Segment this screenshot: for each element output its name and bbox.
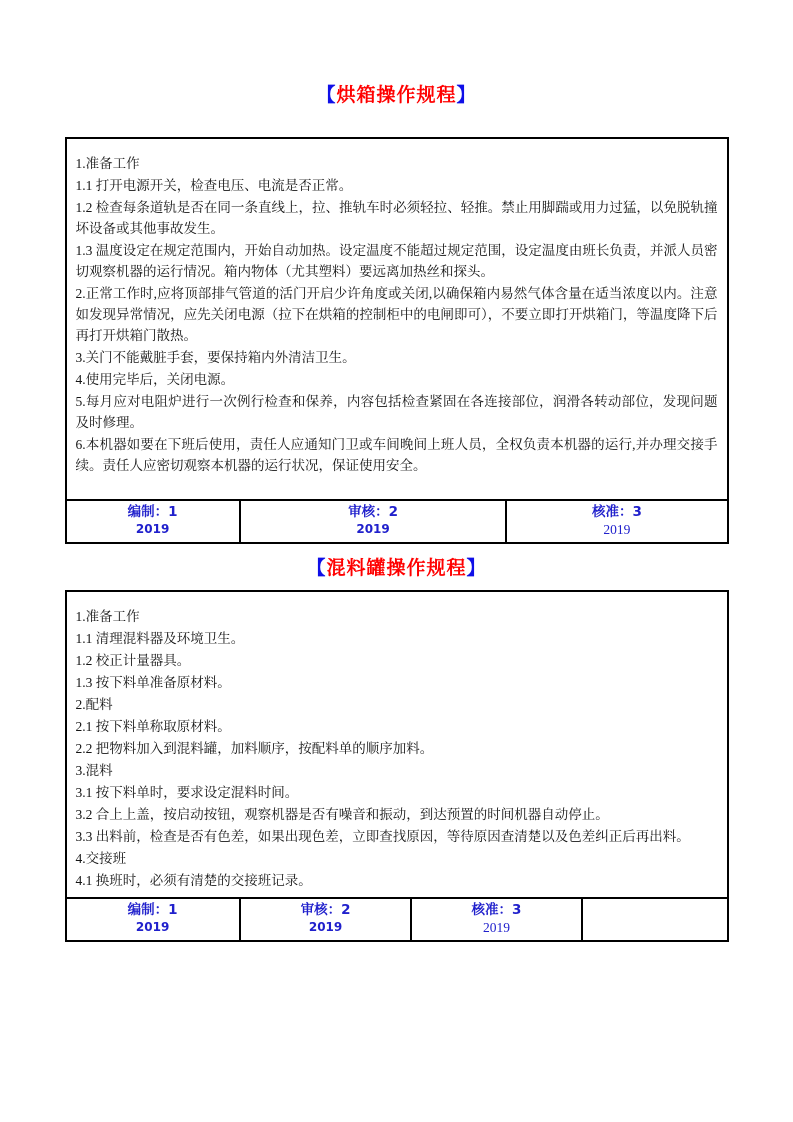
procedure-step: 2.2 把物料加入到混料罐，加料顺序，按配料单的顺序加料。 bbox=[75, 741, 434, 756]
oven-procedure-title bbox=[0, 83, 793, 107]
approval-cell-empty bbox=[581, 899, 727, 940]
reviewed-by-year: 2019 bbox=[356, 522, 390, 536]
procedure-step: 1.3 温度设定在规定范围内，开始自动加热。设定温度不能超过规定范围，设定温度由班长负责，并派人员密切观察机器的运行情况。箱内物体（尤其塑料）要远离加热丝和探头。 bbox=[75, 243, 718, 279]
approved-by-year: 2019 bbox=[603, 522, 631, 537]
procedure-step: 6.本机器如要在下班后使用，责任人应通知门卫或车间晚间上班人员，全权负责本机器的运行,并办理交接手续。责任人应密切观察本机器的运行状况，保证使用安全。 bbox=[75, 437, 718, 473]
reviewed-by-label: 审核：2 bbox=[348, 504, 399, 520]
procedure-step: 1.准备工作 bbox=[75, 156, 140, 171]
approval-cell-approved-by bbox=[410, 899, 580, 940]
approved-by-year: 2019 bbox=[482, 920, 510, 935]
procedure-step: 1.3 按下料单准备原材料。 bbox=[75, 675, 231, 690]
procedure-step: 5.每月应对电阻炉进行一次例行检查和保养，内容包括检查紧固在各连接部位，润滑各转动部位，发现问题及时修理。 bbox=[75, 394, 718, 430]
prepared-by-label: 编制：1 bbox=[127, 504, 178, 520]
oven-approval-table bbox=[67, 499, 727, 542]
approval-cell-prepared-by bbox=[67, 899, 239, 940]
approval-cell-approved-by bbox=[505, 501, 726, 542]
oven-title-text: 烘箱操作规程 bbox=[336, 84, 457, 106]
approval-cell-prepared-by bbox=[67, 501, 239, 542]
mixer-title-text: 混料罐操作规程 bbox=[326, 557, 467, 579]
mixer-approval-table bbox=[67, 897, 727, 940]
prepared-by-year: 2019 bbox=[135, 522, 170, 536]
prepared-by-label: 编制：1 bbox=[127, 902, 178, 918]
title-open-bracket: 【 bbox=[316, 84, 337, 106]
procedure-step: 3.1 按下料单时，要求设定混料时间。 bbox=[75, 785, 299, 800]
procedure-step: 3.关门不能戴脏手套，要保持箱内外清洁卫生。 bbox=[75, 350, 356, 365]
title-open-bracket: 【 bbox=[306, 557, 327, 579]
mixer-procedure-box bbox=[65, 590, 729, 942]
procedure-step: 3.混料 bbox=[75, 763, 113, 778]
oven-procedure-box bbox=[65, 137, 729, 544]
procedure-step: 3.2 合上上盖，按启动按钮，观察机器是否有噪音和振动，到达预置的时间机器自动停止。 bbox=[75, 807, 609, 822]
approved-by-label: 核准：3 bbox=[471, 902, 522, 918]
title-close-bracket: 】 bbox=[466, 557, 487, 579]
mixer-procedure-content bbox=[67, 592, 727, 897]
procedure-step: 4.交接班 bbox=[75, 851, 127, 866]
procedure-step: 2.配料 bbox=[75, 697, 113, 712]
prepared-by-year: 2019 bbox=[135, 920, 170, 934]
procedure-step: 2.1 按下料单称取原材料。 bbox=[75, 719, 231, 734]
procedure-step: 4.1 换班时，必须有清楚的交接班记录。 bbox=[75, 873, 312, 888]
mixer-procedure-title bbox=[0, 556, 793, 580]
reviewed-by-year: 2019 bbox=[308, 920, 343, 934]
approval-cell-reviewed-by bbox=[239, 501, 506, 542]
procedure-step: 2.正常工作时,应将顶部排气管道的活门开启少许角度或关闭,以确保箱内易然气体含量在适当浓度以内。注意如发现异常情况，应先关闭电源（拉下在烘箱的控制柜中的电闸即可），不要立即打开烘箱门，等温度降下后再打开烘箱门散热。 bbox=[75, 286, 718, 343]
procedure-step: 1.2 检查每条道轨是否在同一条直线上，拉、推轨车时必须轻拉、轻推。禁止用脚踹或用力过猛，以免脱轨撞坏设备或其他事故发生。 bbox=[75, 200, 718, 236]
reviewed-by-label: 审核：2 bbox=[300, 902, 351, 918]
procedure-step: 3.3 出料前，检查是否有色差，如果出现色差，立即查找原因，等待原因查清楚以及色差纠正后再出料。 bbox=[75, 829, 690, 844]
procedure-step: 1.2 校正计量器具。 bbox=[75, 653, 191, 668]
procedure-step: 4.使用完毕后，关闭电源。 bbox=[75, 372, 235, 387]
approved-by-label: 核准：3 bbox=[591, 504, 642, 520]
approval-cell-reviewed-by bbox=[239, 899, 411, 940]
procedure-step: 1.准备工作 bbox=[75, 609, 140, 624]
title-close-bracket: 】 bbox=[456, 84, 477, 106]
procedure-step: 1.1 清理混料器及环境卫生。 bbox=[75, 631, 245, 646]
oven-procedure-content bbox=[67, 139, 727, 499]
procedure-step: 1.1 打开电源开关，检查电压、电流是否正常。 bbox=[75, 178, 353, 193]
